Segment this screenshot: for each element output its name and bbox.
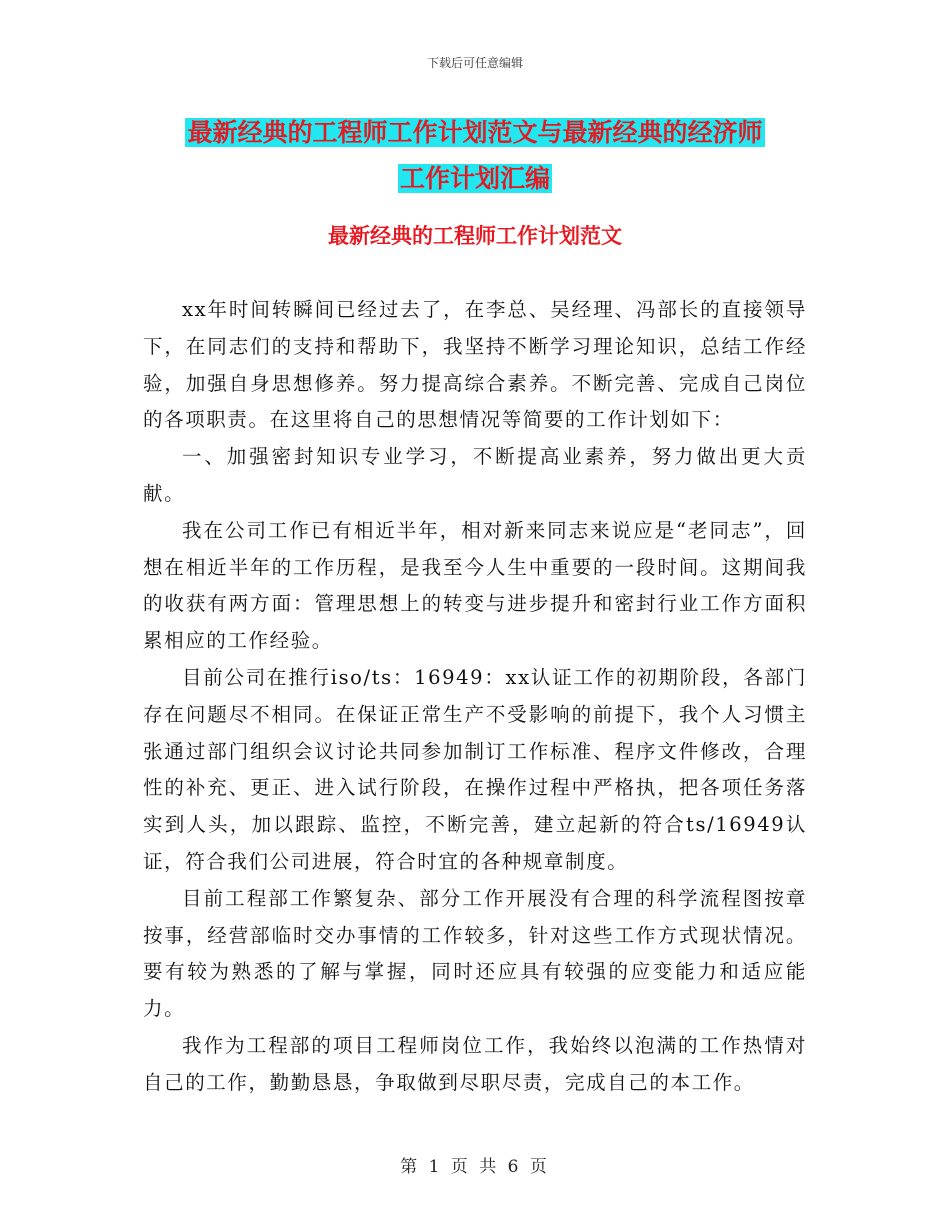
document-title-line-1 [0, 110, 950, 156]
header-note: 下载后可任意编辑 [426, 56, 523, 70]
body-text [143, 292, 807, 1102]
title-highlight-1: 最新经典的工程师工作计划范文与最新经典的经济师 [187, 118, 763, 147]
document-title-line-2 [0, 156, 950, 202]
paragraph: 我作为工程部的项目工程师岗位工作，我始终以泡满的工作热情对自己的工作，勤勤恳恳，争取做到尽职尽责，完成自己的本工作。 [143, 1033, 807, 1094]
section-title: 最新经典的工程师工作计划范文 [328, 224, 622, 248]
paragraph: 我在公司工作已有相近半年，相对新来同志来说应是“老同志”，回想在相近半年的工作历程，是我至今人生中重要的一段时间。这期间我的收获有两方面：管理思想上的转变与进步提升和密封行业工作方面积累相应的工作经验。 [143, 518, 807, 653]
paragraph: 一、加强密封知识专业学习，不断提高业素养，努力做出更大贡献。 [143, 445, 807, 505]
title-highlight-2: 工作计划汇编 [399, 164, 550, 193]
paragraph: 目前工程部工作繁复杂、部分工作开展没有合理的科学流程图按章按事，经营部临时交办事情的工作较多，针对这些工作方式现状情况。要有较为熟悉的了解与掌握，同时还应具有较强的应变能力和适应能力。 [143, 886, 807, 1021]
paragraph: 目前公司在推行iso/ts：16949：xx认证工作的初期阶段，各部门存在问题尽不相同。在保证正常生产不受影响的前提下，我个人习惯主张通过部门组织会议讨论共同参加制订工作标准、程序文件修改，合理性的补充、更正、进入试行阶段，在操作过程中严格执，把各项任务落实到人头，加以跟踪、监控，不断完善，建立起新的符合ts/16949认证，符合我们公司进展，符合时宜的各种规章制度。 [143, 665, 807, 873]
paragraph: xx年时间转瞬间已经过去了，在李总、吴经理、冯部长的直接领导下，在同志们的支持和帮助下，我坚持不断学习理论知识，总结工作经验，加强自身思想修养。努力提高综合素养。不断完善、完成自己岗位的各项职责。在这里将自己的思想情况等简要的工作计划如下： [143, 298, 807, 432]
document-title [0, 110, 950, 202]
page-indicator: 第 1 页 共 6 页 [400, 1157, 550, 1177]
